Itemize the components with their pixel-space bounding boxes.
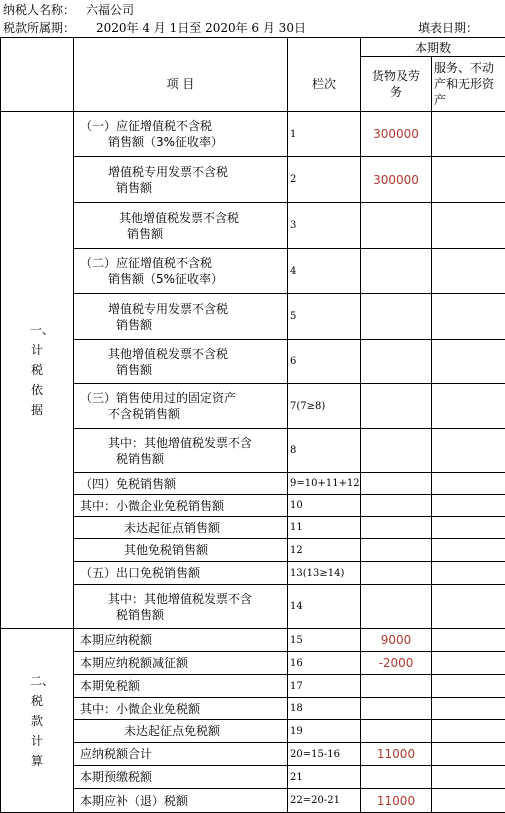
row-label: （一）应征增值税不含税	[80, 118, 287, 134]
services-intangible-header: 服务、不动产和无形资产	[432, 57, 505, 112]
row-services-value[interactable]	[432, 495, 505, 517]
row-goods-value[interactable]	[361, 585, 432, 629]
row-item	[74, 743, 288, 766]
row-services-value[interactable]	[432, 562, 505, 585]
row-services-value[interactable]	[432, 789, 505, 813]
row-services-value[interactable]	[432, 157, 505, 203]
table-row	[1, 698, 505, 720]
row-label: 增值税专用发票不含税	[108, 164, 287, 180]
row-line-no: 7(7≥8)	[288, 384, 361, 429]
row-services-value[interactable]	[432, 698, 505, 720]
row-line-no: 15	[288, 629, 361, 652]
row-services-value[interactable]	[432, 340, 505, 384]
row-services-value[interactable]	[432, 720, 505, 743]
table-row	[1, 539, 505, 562]
row-line-no: 10	[288, 495, 361, 517]
row-label-2: 税销售额	[108, 451, 287, 467]
row-services-value[interactable]	[432, 766, 505, 789]
row-goods-value[interactable]	[361, 340, 432, 384]
row-line-no: 11	[288, 517, 361, 539]
row-services-value[interactable]	[432, 203, 505, 249]
row-label: 其他免税销售额	[124, 542, 287, 558]
row-services-value[interactable]	[432, 112, 505, 157]
line-no-header: 栏次	[288, 57, 361, 112]
row-goods-value[interactable]	[361, 675, 432, 698]
row-line-no: 14	[288, 585, 361, 629]
row-item	[74, 652, 288, 675]
row-line-no: 4	[288, 249, 361, 294]
current-period-header: 本期数	[361, 38, 505, 57]
table-row	[1, 112, 505, 157]
row-label: 本期应纳税额	[80, 632, 287, 648]
row-line-no: 9=10+11+12	[288, 473, 361, 495]
row-label: 其他增值税发票不含税	[108, 346, 287, 362]
table-row	[1, 473, 505, 495]
row-services-value[interactable]	[432, 629, 505, 652]
row-item	[74, 675, 288, 698]
row-goods-value[interactable]	[361, 766, 432, 789]
row-item	[74, 562, 288, 585]
row-item	[74, 157, 288, 203]
row-label: 本期预缴税额	[80, 769, 287, 785]
row-services-value[interactable]	[432, 294, 505, 340]
row-label-2: 税销售额	[108, 607, 287, 623]
row-line-no: 2	[288, 157, 361, 203]
table-row	[1, 675, 505, 698]
row-item	[74, 766, 288, 789]
item-header: 项 目	[74, 57, 288, 112]
table-row	[1, 294, 505, 340]
row-line-no: 17	[288, 675, 361, 698]
table-row	[1, 562, 505, 585]
row-goods-value[interactable]: 300000	[361, 112, 432, 157]
row-item	[74, 629, 288, 652]
goods-services-header: 货物及劳务	[361, 57, 432, 112]
declaration-table	[0, 37, 505, 813]
row-item	[74, 340, 288, 384]
row-goods-value[interactable]: 9000	[361, 629, 432, 652]
table-row	[1, 766, 505, 789]
row-goods-value[interactable]	[361, 203, 432, 249]
row-goods-value[interactable]	[361, 384, 432, 429]
table-row	[1, 585, 505, 629]
row-goods-value[interactable]: -2000	[361, 652, 432, 675]
row-goods-value[interactable]	[361, 495, 432, 517]
section-calc: 二、税款计算	[1, 629, 74, 813]
row-label-2: 销售额	[108, 317, 287, 333]
table-row	[1, 789, 505, 813]
row-item	[74, 539, 288, 562]
table-row	[1, 495, 505, 517]
row-label: （四）免税销售额	[80, 476, 287, 492]
row-label: 本期应纳税额减征额	[80, 655, 287, 671]
row-line-no: 12	[288, 539, 361, 562]
row-services-value[interactable]	[432, 473, 505, 495]
row-services-value[interactable]	[432, 384, 505, 429]
table-head-row-1	[1, 38, 505, 57]
row-services-value[interactable]	[432, 652, 505, 675]
row-item	[74, 384, 288, 429]
table-row	[1, 384, 505, 429]
period-label: 税款所属期：	[3, 19, 75, 37]
row-label: 未达起征点销售额	[124, 520, 287, 536]
row-label: 增值税专用发票不含税	[108, 301, 287, 317]
row-line-no: 19	[288, 720, 361, 743]
row-goods-value[interactable]	[361, 720, 432, 743]
row-line-no: 13(13≥14)	[288, 562, 361, 585]
row-services-value[interactable]	[432, 675, 505, 698]
row-line-no: 16	[288, 652, 361, 675]
row-item	[74, 429, 288, 473]
table-row	[1, 203, 505, 249]
table-row	[1, 340, 505, 384]
row-goods-value[interactable]	[361, 473, 432, 495]
row-label-2: 销售额（3%征收率）	[80, 134, 287, 150]
row-item	[74, 112, 288, 157]
row-line-no: 5	[288, 294, 361, 340]
row-goods-value[interactable]	[361, 249, 432, 294]
table-row	[1, 517, 505, 539]
table-row	[1, 429, 505, 473]
row-item	[74, 789, 288, 813]
row-line-no: 20=15-16	[288, 743, 361, 766]
row-line-no: 3	[288, 203, 361, 249]
row-label-2: 销售额（5%征收率）	[80, 271, 287, 287]
row-item	[74, 495, 288, 517]
row-item	[74, 517, 288, 539]
row-label: 未达起征点免税额	[124, 723, 287, 739]
row-goods-value[interactable]: 11000	[361, 743, 432, 766]
row-label: 其中：其他增值税发票不含	[108, 591, 287, 607]
row-label: （二）应征增值税不含税	[80, 255, 287, 271]
row-label-2: 销售额	[119, 226, 287, 242]
row-goods-value[interactable]	[361, 429, 432, 473]
row-line-no: 8	[288, 429, 361, 473]
row-label: 本期应补（退）税额	[80, 793, 287, 809]
row-services-value[interactable]	[432, 517, 505, 539]
row-item	[74, 720, 288, 743]
row-item	[74, 473, 288, 495]
row-label: 应纳税额合计	[80, 746, 287, 762]
row-label: （三）销售使用过的固定资产	[80, 390, 287, 406]
row-goods-value[interactable]: 11000	[361, 789, 432, 813]
taxpayer-line	[0, 1, 505, 19]
row-label: 其他增值税发票不含税	[119, 210, 287, 226]
row-goods-value[interactable]: 300000	[361, 157, 432, 203]
fill-date-label: 填表日期：	[418, 19, 478, 37]
section-basis: 一、计税依据	[1, 112, 74, 629]
row-label: 其中：小微企业免税额	[80, 701, 287, 717]
table-row	[1, 629, 505, 652]
row-line-no: 6	[288, 340, 361, 384]
row-line-no: 22=20-21	[288, 789, 361, 813]
row-label: （五）出口免税销售额	[80, 565, 287, 581]
period-range: 2020年 4 月 1日至 2020年 6 月 30日	[96, 19, 306, 37]
row-goods-value[interactable]	[361, 294, 432, 340]
taxpayer-name: 六福公司	[86, 1, 134, 19]
table-row	[1, 157, 505, 203]
row-services-value[interactable]	[432, 743, 505, 766]
row-label-2: 销售额	[108, 180, 287, 196]
period-line	[0, 19, 505, 37]
row-services-value[interactable]	[432, 539, 505, 562]
row-line-no: 21	[288, 766, 361, 789]
row-services-value[interactable]	[432, 429, 505, 473]
row-label: 其中：小微企业免税销售额	[80, 498, 287, 514]
row-label: 本期免税额	[80, 678, 287, 694]
row-goods-value[interactable]	[361, 698, 432, 720]
row-line-no: 18	[288, 698, 361, 720]
table-row	[1, 743, 505, 766]
row-goods-value[interactable]	[361, 517, 432, 539]
row-label-2: 销售额	[108, 362, 287, 378]
table-row	[1, 249, 505, 294]
row-services-value[interactable]	[432, 249, 505, 294]
row-goods-value[interactable]	[361, 539, 432, 562]
row-label-2: 不含税销售额	[80, 406, 287, 422]
row-goods-value[interactable]	[361, 562, 432, 585]
table-row	[1, 720, 505, 743]
row-item	[74, 203, 288, 249]
row-item	[74, 249, 288, 294]
table-head-row-2	[1, 57, 505, 112]
row-item	[74, 585, 288, 629]
table-row	[1, 652, 505, 675]
row-services-value[interactable]	[432, 585, 505, 629]
row-line-no: 1	[288, 112, 361, 157]
row-label: 其中：其他增值税发票不含	[108, 435, 287, 451]
taxpayer-label: 纳税人名称：	[3, 1, 75, 19]
row-item	[74, 294, 288, 340]
row-item	[74, 698, 288, 720]
